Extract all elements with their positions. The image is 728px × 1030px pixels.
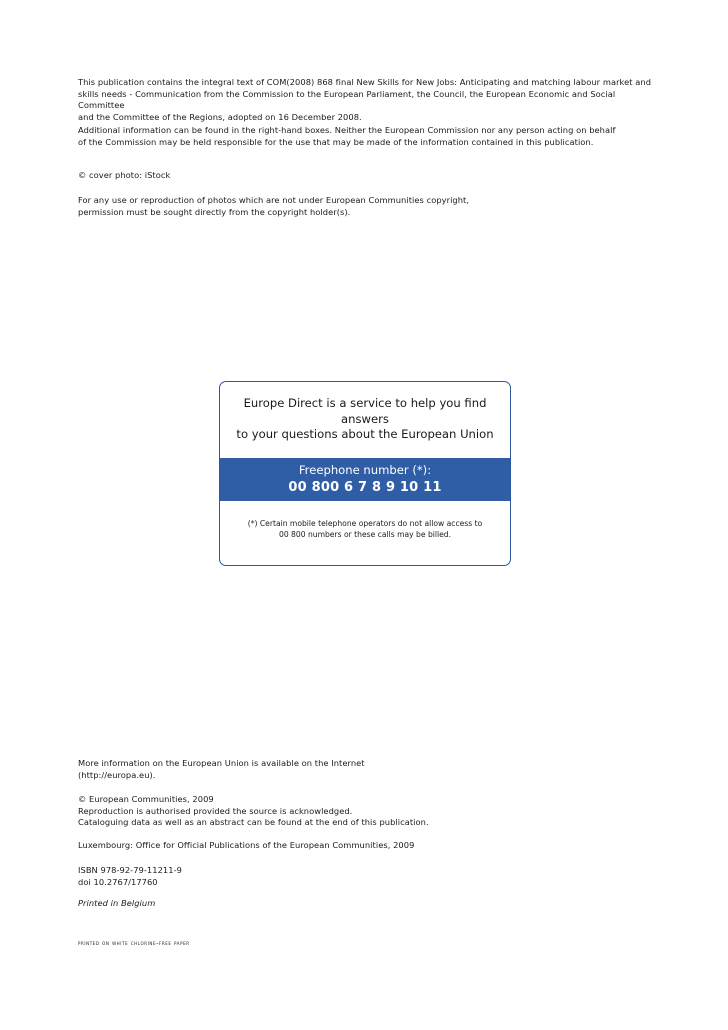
europe-direct-box (219, 381, 511, 566)
paper-notice-text: printed on white chlorine-free paper (78, 940, 190, 947)
copyright-notice (78, 794, 429, 829)
more-info (78, 758, 365, 781)
isbn-doi-text: ISBN 978-92-79-11211-9 doi 10.2767/17760 (78, 865, 182, 887)
copyright-text: © European Communities, 2009 Reproduction is authorised provided the source is acknowledged. Cataloguing data as well as an abstract can be found at the end of this publication. (78, 794, 429, 828)
publisher-line (78, 840, 414, 852)
intro-text: This publication contains the integral text of COM(2008) 868 final New Skills for New Jobs: Anticipating and matching labour market and skills needs - Communication from the Commission to the European Parliament, the Council, the European Economic and Social Committee and the Committee of the Regions, adopted on 16 December 2008. (78, 77, 652, 122)
europe-direct-heading: Europe Direct is a service to help you find answers to your questions about the European Union (236, 396, 494, 441)
freephone-band (220, 458, 510, 501)
printed-in-text: Printed in Belgium (78, 898, 156, 908)
identifiers (78, 865, 182, 888)
cover-photo-text: © cover photo: iStock (78, 170, 171, 180)
paper-notice (78, 938, 190, 950)
publisher-text: Luxembourg: Office for Official Publications of the European Communities, 2009 (78, 840, 415, 850)
freephone-note: (*) Certain mobile telephone operators do not allow access to 00 800 numbers or these calls may be billed. (247, 519, 483, 539)
publication-intro (78, 77, 658, 123)
photo-rights-notice (78, 195, 469, 218)
disclaimer-text: Additional information can be found in the right-hand boxes. Neither the European Commission nor any person acting on behalf of the Commission may be held responsible for the use that may be made of the information contained in this publication. (78, 125, 616, 147)
disclaimer (78, 125, 658, 148)
freephone-number: 00 800 6 7 8 9 10 11 (288, 480, 442, 495)
cover-photo-credit (78, 170, 170, 182)
freephone-label: Freephone number (*): (298, 463, 432, 477)
printed-in (78, 898, 155, 910)
photo-rights-text: For any use or reproduction of photos which are not under European Communities copyright, permission must be sought directly from the copyright holder(s). (78, 195, 470, 217)
more-info-text: More information on the European Union is available on the Internet (http://europa.eu). (78, 758, 365, 780)
